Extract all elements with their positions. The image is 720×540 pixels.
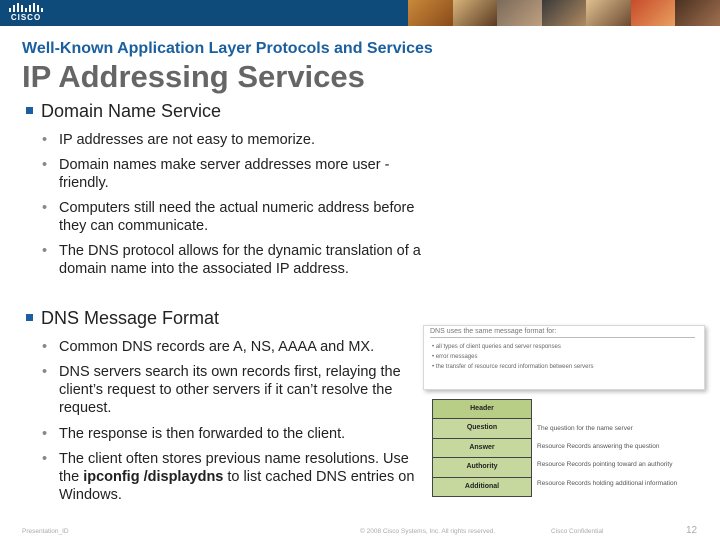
bullet-text: The response is then forwarded to the client.: [59, 426, 346, 442]
photo: [631, 0, 676, 26]
bullet-text: IP addresses are not easy to memorize.: [59, 132, 316, 148]
photo: [675, 0, 720, 26]
bullet-item: • Common DNS records are A, NS, AAAA and MX.: [42, 338, 422, 356]
bullet-item: • DNS servers search its own records first, relaying the client’s request to other servers if it can’t resolve the request.: [42, 363, 422, 417]
bullet-text-pre: The client often stores previous name resolutions. Use the: [59, 451, 409, 485]
bullet-text: DNS servers search its own records first, relaying the client’s request to other servers if it can’t resolve the request.: [59, 364, 401, 416]
section-heading-text: Domain Name Service: [41, 101, 222, 121]
logo-bars-icon: [8, 3, 44, 12]
message-section-authority: Authority: [432, 457, 532, 477]
bullet-text: Computers still need the actual numeric address before they can communicate.: [59, 200, 415, 234]
bullet-text: Common DNS records are A, NS, AAAA and MX.: [59, 339, 375, 355]
callout-item: • the transfer of resource record information between servers: [432, 362, 594, 372]
section-description: The question for the name server: [537, 425, 633, 432]
photo: [408, 0, 453, 26]
bullet-text-post: to list cached DNS entries on Windows.: [59, 469, 415, 503]
bullet-text: Domain names make server addresses more user -friendly.: [59, 157, 390, 191]
photo: [542, 0, 587, 26]
square-bullet-icon: [26, 107, 33, 114]
section-description: Resource Records answering the question: [537, 443, 660, 450]
square-bullet-icon: [26, 314, 33, 321]
callout-item: • error messages: [432, 352, 594, 362]
section-heading-text: DNS Message Format: [41, 308, 220, 328]
photo: [453, 0, 498, 26]
bullet-text: The DNS protocol allows for the dynamic translation of a domain name into the associated IP address.: [59, 243, 421, 277]
bullet-item: • The response is then forwarded to the client.: [42, 425, 422, 443]
photo: [586, 0, 631, 26]
cisco-logo: [8, 3, 44, 23]
slide-subtitle: Well-Known Application Layer Protocols and Services: [22, 40, 433, 57]
bullet-item: • The DNS protocol allows for the dynamic translation of a domain name into the associated IP address.: [42, 243, 421, 277]
bullet-text: [59, 450, 422, 504]
footer-presentation-id: Presentation_ID: [22, 528, 69, 535]
bullet-item: • Computers still need the actual numeric address before they can communicate.: [42, 199, 422, 235]
callout-title: DNS uses the same message format for:: [430, 328, 557, 335]
bullet-item: • The client often stores previous name resolutions. Use the ipconfig /displaydns to list cached DNS entries on Windows.: [42, 450, 422, 504]
photo: [497, 0, 542, 26]
section-heading: [26, 101, 221, 122]
logo-text: CISCO: [10, 13, 42, 22]
top-banner: [0, 0, 720, 26]
footer-copyright: © 2008 Cisco Systems, Inc. All rights reserved.: [360, 528, 496, 535]
bullet-item: • Domain names make server addresses more user -friendly.: [42, 156, 422, 192]
page-number: 12: [686, 525, 698, 536]
dns-message-sections: [432, 399, 532, 496]
callout-list: [432, 342, 594, 372]
command-text: ipconfig /displaydns: [83, 469, 224, 485]
section-heading: [26, 308, 219, 329]
message-section-question: Question: [432, 418, 532, 438]
section-description: Resource Records holding additional information: [537, 480, 678, 487]
slide-title: IP Addressing Services: [22, 59, 365, 94]
callout-item: • all types of client queries and server responses: [432, 342, 594, 352]
footer-confidential: Cisco Confidential: [551, 528, 604, 535]
bullet-item: • IP addresses are not easy to memorize.: [42, 131, 422, 149]
banner-photo-strip: [408, 0, 720, 26]
message-section-additional: Additional: [432, 477, 532, 497]
message-section-answer: Answer: [432, 438, 532, 458]
message-section-header: Header: [432, 399, 532, 419]
divider: [430, 337, 695, 338]
dns-format-callout: [423, 325, 705, 390]
section-description: Resource Records pointing toward an authority: [537, 461, 673, 468]
